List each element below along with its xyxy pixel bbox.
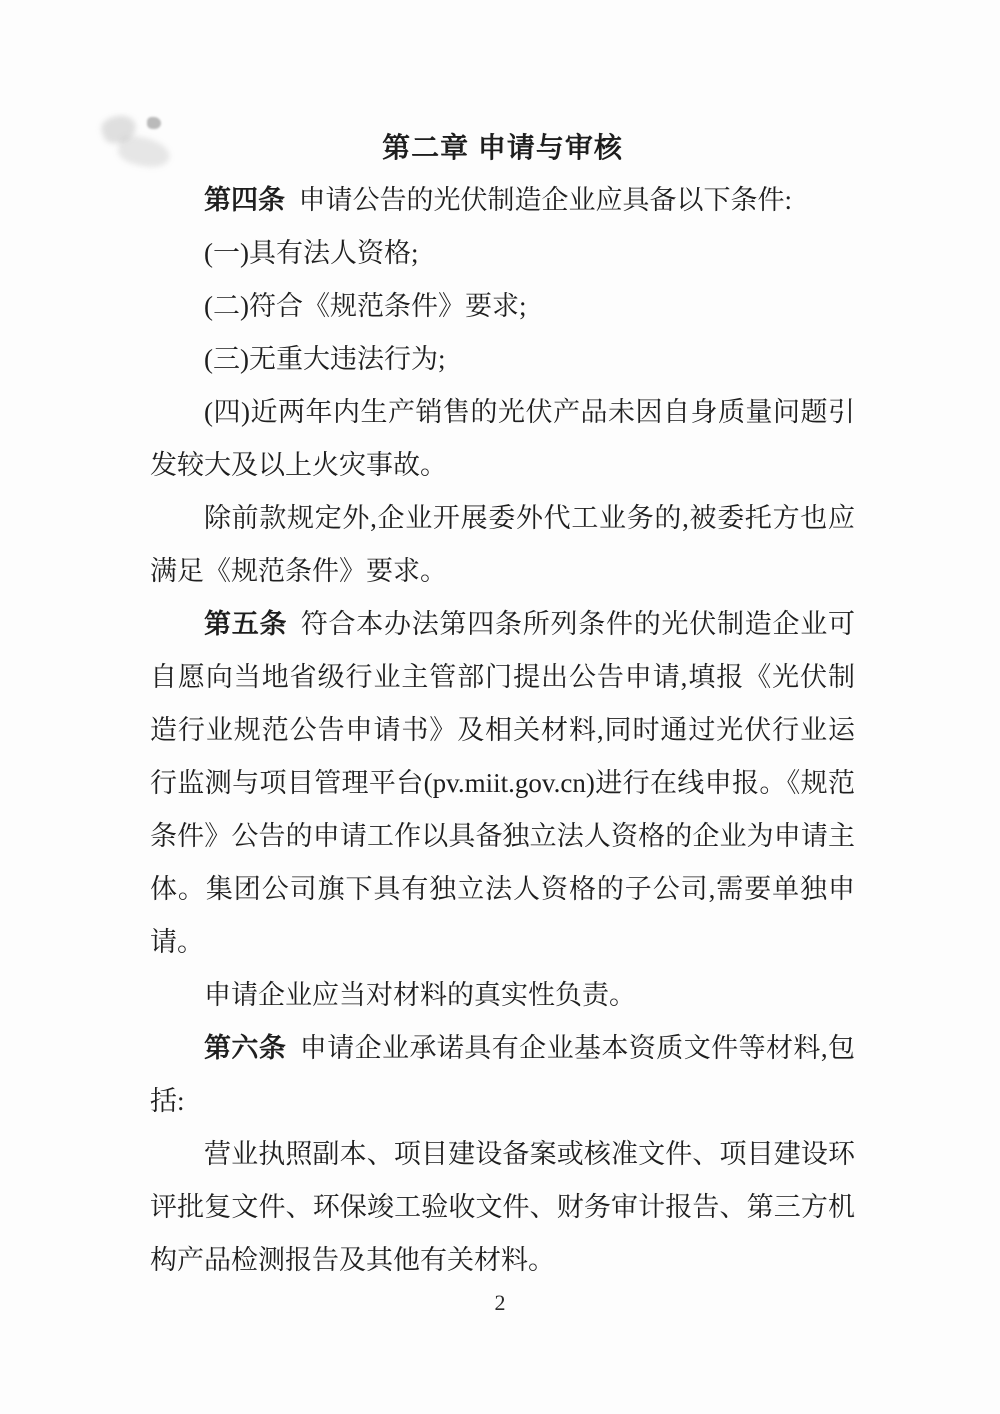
- paragraph-text: 申请公告的光伏制造企业应具备以下条件:: [298, 185, 793, 215]
- article-4-paragraph: [150, 174, 855, 227]
- article-5-label: 第五条: [204, 609, 288, 639]
- paragraph-text: (三)无重大违法行为;: [204, 344, 446, 374]
- document-body: [150, 121, 855, 1287]
- paragraph-text: 除前款规定外,企业开展委外代工业务的,被委托方也应满足《规范条件》要求。: [150, 503, 855, 586]
- article-6-label: 第六条: [204, 1033, 287, 1063]
- condition-item-1: [150, 227, 855, 280]
- materials-list-paragraph: [150, 1128, 855, 1287]
- page-number: 2: [494, 1290, 506, 1315]
- paragraph-text: (二)符合《规范条件》要求;: [204, 291, 527, 321]
- paragraph-text: (一)具有法人资格;: [204, 238, 419, 268]
- condition-item-2: [150, 280, 855, 333]
- article-4-label: 第四条: [204, 185, 285, 215]
- paragraph-text: 申请企业应当对材料的真实性负责。: [204, 980, 636, 1010]
- authenticity-clause: [150, 969, 855, 1022]
- supplementary-clause: [150, 492, 855, 598]
- paragraph-text: (四)近两年内生产销售的光伏产品未因自身质量问题引发较大及以上火灾事故。: [150, 397, 855, 480]
- condition-item-3: [150, 333, 855, 386]
- article-5-paragraph: [150, 598, 855, 969]
- article-6-paragraph: [150, 1022, 855, 1128]
- chapter-heading: 第二章 申请与审核: [382, 132, 623, 163]
- paragraph-text: 申请企业承诺具有企业基本资质文件等材料,包括:: [150, 1033, 856, 1116]
- paragraph-text: 营业执照副本、项目建设备案或核准文件、项目建设环评批复文件、环保竣工验收文件、财务审计报告、第三方机构产品检测报告及其他有关材料。: [150, 1139, 855, 1275]
- condition-item-4: [150, 386, 855, 492]
- paragraph-text: 符合本办法第四条所列条件的光伏制造企业可自愿向当地省级行业主管部门提出公告申请,填报《光伏制造行业规范公告申请书》及相关材料,同时通过光伏行业运行监测与项目管理平台(pv.miit.gov.cn)进行在线申报。《规范条件》公告的申请工作以具备独立法人资格的企业为申请主体。集团公司旗下具有独立法人资格的子公司,需要单独申请。: [150, 609, 855, 957]
